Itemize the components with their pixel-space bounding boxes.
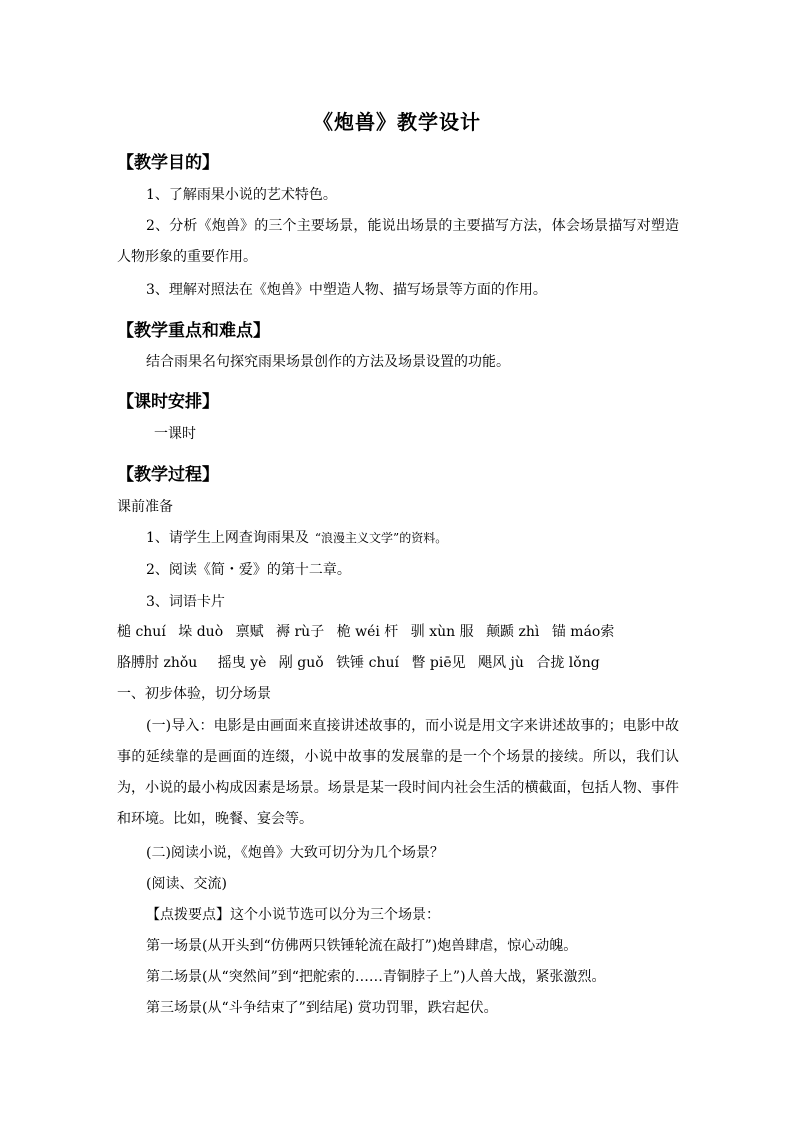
vocab-word: 飓风 jù (478, 655, 524, 671)
vocab-word: 褥 rù子 (276, 624, 325, 640)
vocab-word: 锚 máo索 (551, 624, 615, 640)
vocab-word: 槌 chuí (117, 624, 166, 640)
prep-title: 课前准备 (117, 499, 173, 515)
process-heading: 【教学过程】 (117, 465, 219, 485)
vocab-word: 桅 wéi 杆 (336, 624, 399, 640)
tip-text: 这个小说节选可以分为三个场景： (230, 907, 440, 923)
prep-item-1-quote: “浪漫主义文学”的资料。 (314, 531, 448, 545)
scene-1: 第一场景(从开头到“仿佛两只铁锤轮流在敲打”)炮兽肆虐，惊心动魄。 (146, 938, 578, 954)
vocab-word: 垛 duò (178, 624, 224, 640)
tip-label: 【点拨要点】 (146, 907, 230, 923)
step1-paragraph-2: (二)阅读小说，《炮兽》大致可切分为几个场景？ (146, 845, 444, 861)
schedule-heading: 【课时安排】 (117, 392, 219, 412)
scene-3: 第三场景(从“斗争结束了”到结尾) 赏功罚罪，跌宕起伏。 (146, 1000, 498, 1016)
vocab-word: 胳膊肘 zhǒu (117, 655, 198, 671)
step1-paragraph-3: (阅读、交流) (146, 876, 227, 892)
step1-paragraph-1: (一)导入：电影是由画面来直接讲述故事的，而小说是用文字来讲述故事的；电影中故事的延续靠的是画面的连缀，小说中故事的发展靠的是一个个场景的接续。所以，我们认为，小说的最小构成因素是场景。场景是某一段时间内社会生活的横截面，包括人物、事件和环境。比如，晚餐、宴会等。 (117, 718, 679, 827)
vocab-word: 禀赋 (235, 624, 264, 640)
vocab-word: 颠踬 zhì (486, 624, 540, 640)
step1-title: 一、初步体验，切分场景 (117, 686, 271, 702)
vocab-word: 铁锤 chuí (336, 655, 399, 671)
objective-item-2: 2、分析《炮兽》的三个主要场景，能说出场景的主要描写方法，体会场景描写对塑造人物形象的重要作用。 (117, 218, 679, 265)
schedule-text: 一课时 (154, 426, 196, 442)
vocab-word: 合拢 lǒng (536, 655, 600, 671)
vocab-word: 瞥 piē见 (411, 655, 466, 671)
vocab-word: 摇曳 yè (217, 655, 267, 671)
prep-item-2: 2、阅读《简・爱》的第十二章。 (146, 562, 351, 578)
vocab-word: 剐 guǒ (278, 655, 324, 671)
vocab-word: 驯 xùn 服 (410, 624, 474, 640)
objective-item-1: 1、了解雨果小说的艺术特色。 (146, 187, 337, 203)
objectives-heading: 【教学目的】 (117, 153, 219, 173)
prep-item-1 (146, 528, 447, 548)
key-points-heading: 【教学重点和难点】 (117, 321, 270, 341)
scene-2: 第二场景(从“突然间”到“把舵索的……青铜脖子上”)人兽大战，紧张激烈。 (146, 969, 606, 985)
prep-item-3: 3、词语卡片 (146, 594, 225, 610)
vocab-row-1 (117, 622, 622, 642)
document-title: 《炮兽》教学设计 (313, 110, 481, 134)
key-points-text: 结合雨果名句探究雨果场景创作的方法及场景设置的功能。 (146, 354, 510, 370)
tip-line (146, 905, 440, 925)
vocab-row-2 (117, 653, 608, 673)
prep-item-1-text: 1、请学生上网查询雨果及 (146, 530, 309, 546)
objective-item-3: 3、理解对照法在《炮兽》中塑造人物、描写场景等方面的作用。 (146, 282, 547, 298)
